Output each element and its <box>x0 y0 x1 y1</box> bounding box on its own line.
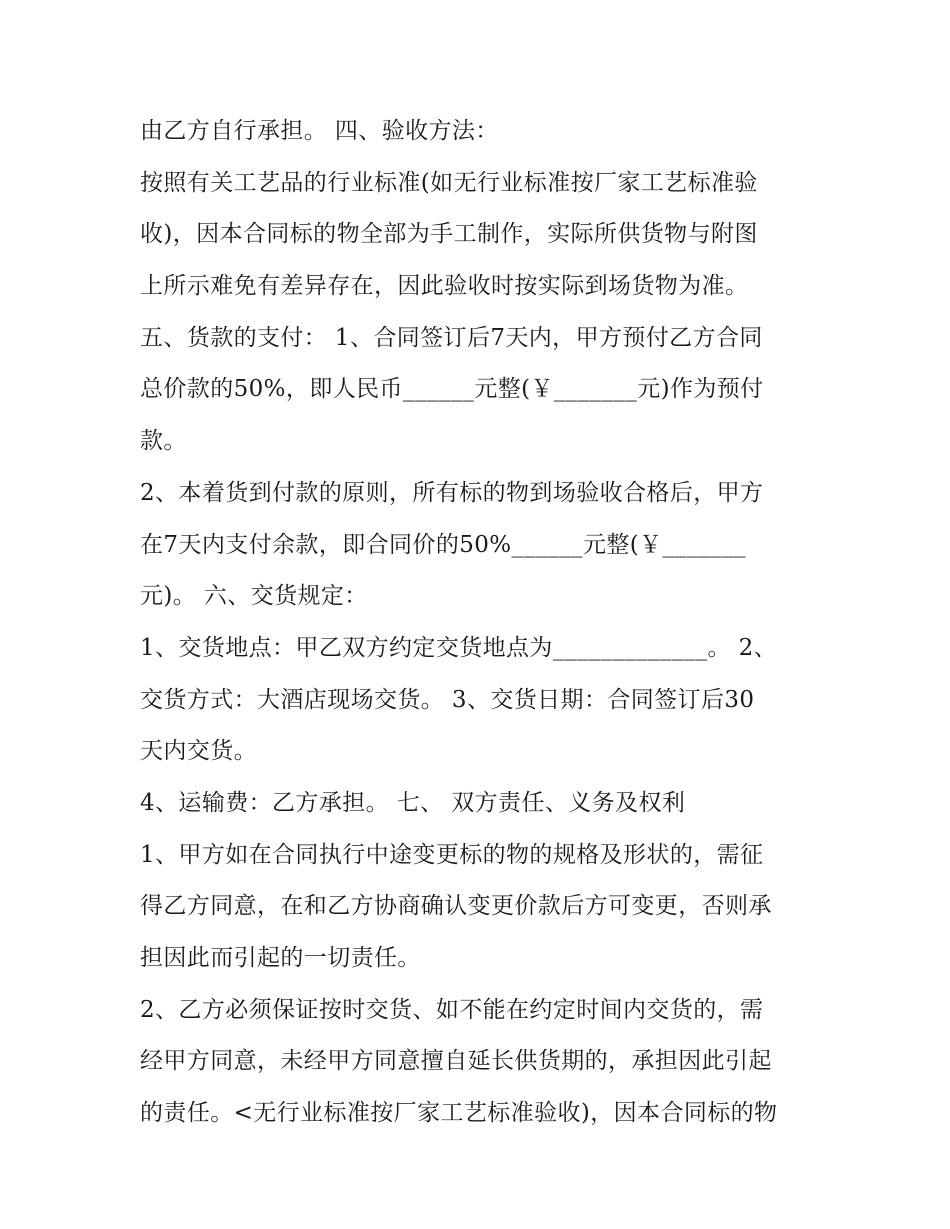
text-line: 4、运输费：乙方承担。 七、 双方责任、义务及权利 <box>140 789 686 816</box>
text-line: 款。 <box>140 428 187 455</box>
text-line: 在7天内支付余款，即合同价的50%______元整(￥_______ <box>140 531 746 558</box>
text-line: 1、交货地点：甲乙双方约定交货地点为_____________。 2、 <box>140 634 778 661</box>
text-line: 2、乙方必须保证按时交货、如不能在约定时间内交货的，需 <box>140 996 764 1023</box>
text-line: 交货方式：大酒店现场交货。 3、交货日期：合同签订后30 <box>140 686 755 713</box>
text-line: 元)。 六、交货规定： <box>140 583 368 610</box>
text-line: 经甲方同意，未经甲方同意擅自延长供货期的，承担因此引起 <box>140 1048 772 1075</box>
text-line: 五、货款的支付： 1、合同签订后7天内，甲方预付乙方合同 <box>140 324 763 351</box>
text-line: 总价款的50%，即人民币______元整(￥_______元)作为预付 <box>140 376 764 403</box>
text-line: 由乙方自行承担。 四、验收方法： <box>140 118 499 144</box>
text-line: 1、甲方如在合同执行中途变更标的物的规格及形状的，需征 <box>140 841 764 868</box>
contract-text-body <box>140 108 830 1142</box>
text-line: 按照有关工艺品的行业标准(如无行业标准按厂家工艺标准验 <box>140 169 758 196</box>
text-line: 担因此而引起的一切责任。 <box>140 945 421 971</box>
text-line: 得乙方同意，在和乙方协商确认变更价款后方可变更，否则承 <box>140 893 772 920</box>
text-line: 2、本着货到付款的原则，所有标的物到场验收合格后，甲方 <box>140 479 764 506</box>
text-line: 天内交货。 <box>140 738 257 765</box>
text-line: 收)，因本合同标的物全部为手工制作，实际所供货物与附图 <box>140 221 758 248</box>
text-line: 上所示难免有差异存在，因此验收时按实际到场货物为准。 <box>140 273 749 300</box>
text-line: 的责任。<无行业标准按厂家工艺标准验收)，因本合同标的物 <box>140 1100 778 1127</box>
